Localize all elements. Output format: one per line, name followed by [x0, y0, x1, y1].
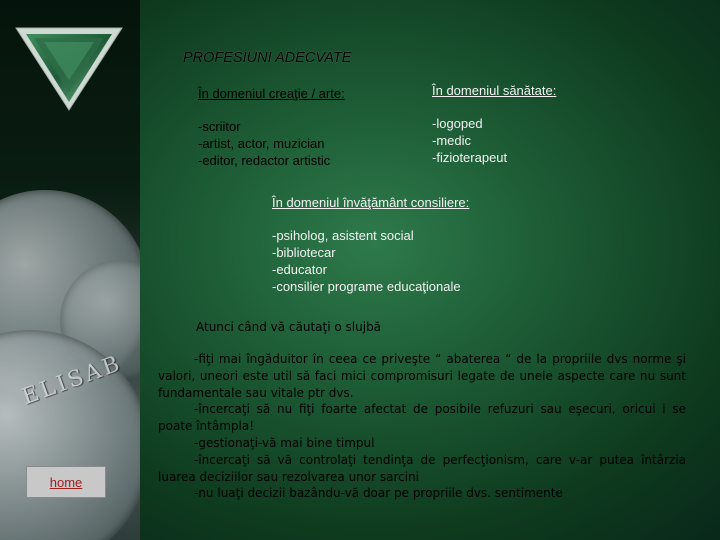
list-item: -editor, redactor artistic — [198, 153, 331, 168]
coin-inscription: ELISAB — [18, 350, 126, 411]
job-search-heading: Atunci când vă căutaţi o slujbă — [196, 320, 382, 334]
list-item: -educator — [272, 262, 327, 277]
health-list — [432, 115, 507, 166]
arts-heading: În domeniul creaţie / arte: — [198, 86, 345, 101]
advice-paragraph: -încercaţi să nu fiţi foarte afectat de posibile refuzuri sau eşecuri, oricui i se poate întâmpla! — [158, 402, 686, 434]
list-item: -artist, actor, muzician — [198, 136, 325, 151]
list-item: -logoped — [432, 116, 483, 131]
list-item: -fizioterapeut — [432, 150, 508, 165]
advice-paragraph: -fiţi mai îngăduitor în ceea ce priveşte “ abaterea “ de la propriile dvs norme şi valori, uneori este util să faci mici compromisuri legate de unele aspecte care nu sunt fundamentale sau vitale ptr dvs. — [158, 352, 686, 400]
advice-paragraph: -nu luaţi decizii bazându-vă doar pe propriile dvs. sentimente — [194, 486, 563, 501]
list-item: -bibliotecar — [272, 245, 336, 260]
advice-paragraph: -gestionaţi-vă mai bine timpul — [194, 435, 375, 450]
advice-paragraph: -încercaţi să vă controlaţi tendinţa de perfecţionism, care v-ar putea întârzia luarea deciziilor sau rezolvarea unor sarcini — [158, 452, 686, 484]
list-item: -scriitor — [198, 119, 241, 134]
list-item: -medic — [432, 133, 472, 148]
page-title: PROFESIUNI ADECVATE — [183, 50, 352, 66]
arts-list — [198, 118, 330, 169]
triangle-logo-icon — [14, 22, 124, 112]
health-heading: În domeniul sănătate: — [432, 83, 557, 98]
list-item: -consilier programe educaţionale — [272, 279, 461, 294]
education-heading: În domeniul învăţământ consiliere: — [272, 195, 470, 210]
education-list — [272, 227, 461, 295]
home-button[interactable]: home — [26, 466, 106, 498]
job-search-advice — [158, 351, 686, 502]
list-item: -psiholog, asistent social — [272, 228, 414, 243]
